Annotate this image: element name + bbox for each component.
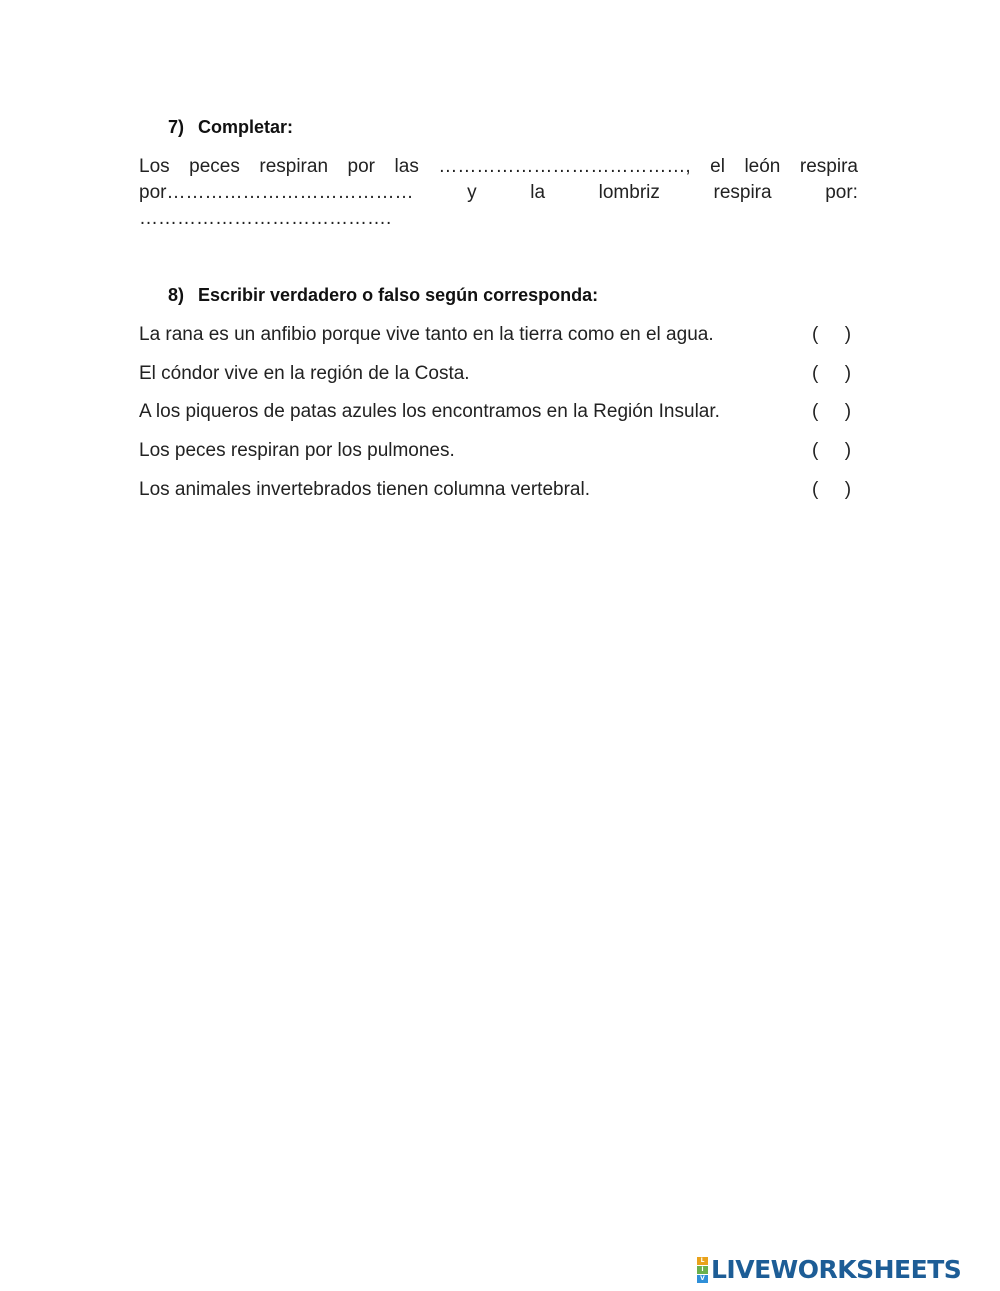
q7-word: el bbox=[710, 156, 725, 177]
question-7-label: Completar: bbox=[198, 117, 294, 137]
answer-box-3[interactable]: ( ) bbox=[812, 401, 852, 422]
q7-word: lombriz bbox=[598, 182, 660, 203]
liveworksheets-brand bbox=[697, 1255, 961, 1285]
q7-blank-3[interactable]: …………………………………. bbox=[139, 208, 392, 229]
q7-word: respira bbox=[799, 156, 858, 177]
question-7-number: 7) bbox=[168, 117, 185, 137]
statement-2: El cóndor vive en la región de la Costa. bbox=[139, 363, 470, 384]
q7-line-2 bbox=[139, 180, 858, 206]
question-8-number: 8) bbox=[168, 285, 185, 305]
answer-box-2[interactable]: ( ) bbox=[812, 363, 852, 384]
q7-blank-2[interactable]: por………………………………… bbox=[139, 182, 414, 203]
statement-3: A los piqueros de patas azules los encontramos en la Región Insular. bbox=[139, 401, 720, 422]
answer-box-5[interactable]: ( ) bbox=[812, 479, 852, 500]
q7-word: respira bbox=[713, 182, 772, 203]
statement-5: Los animales invertebrados tienen columna vertebral. bbox=[139, 479, 590, 500]
question-7-title bbox=[168, 117, 293, 138]
answer-box-4[interactable]: ( ) bbox=[812, 440, 852, 461]
q7-word: la bbox=[530, 182, 546, 203]
q7-word: respiran bbox=[259, 156, 329, 177]
q7-word: por: bbox=[825, 182, 858, 203]
question-8-title bbox=[168, 285, 598, 306]
logo-letter: I bbox=[697, 1266, 708, 1274]
q7-word: león bbox=[744, 156, 781, 177]
q7-word: las bbox=[394, 156, 419, 177]
q7-line-3 bbox=[139, 206, 858, 232]
q7-word: por bbox=[347, 156, 376, 177]
brand-name: LIVEWORKSHEETS bbox=[711, 1255, 962, 1284]
q7-line-1 bbox=[139, 154, 858, 180]
liveworksheets-logo-icon bbox=[697, 1257, 708, 1283]
q7-word: peces bbox=[189, 156, 240, 177]
logo-letter: V bbox=[697, 1275, 708, 1283]
statement-4: Los peces respiran por los pulmones. bbox=[139, 440, 455, 461]
statement-1: La rana es un anfibio porque vive tanto en la tierra como en el agua. bbox=[139, 324, 714, 345]
q7-blank-1[interactable]: …………………………………, bbox=[438, 156, 691, 177]
question-8-label: Escribir verdadero o falso según corresponda: bbox=[198, 285, 599, 305]
answer-box-1[interactable]: ( ) bbox=[812, 324, 852, 345]
q7-word: Los bbox=[139, 156, 170, 177]
q7-word: y bbox=[467, 182, 477, 203]
logo-letter: L bbox=[697, 1257, 708, 1265]
